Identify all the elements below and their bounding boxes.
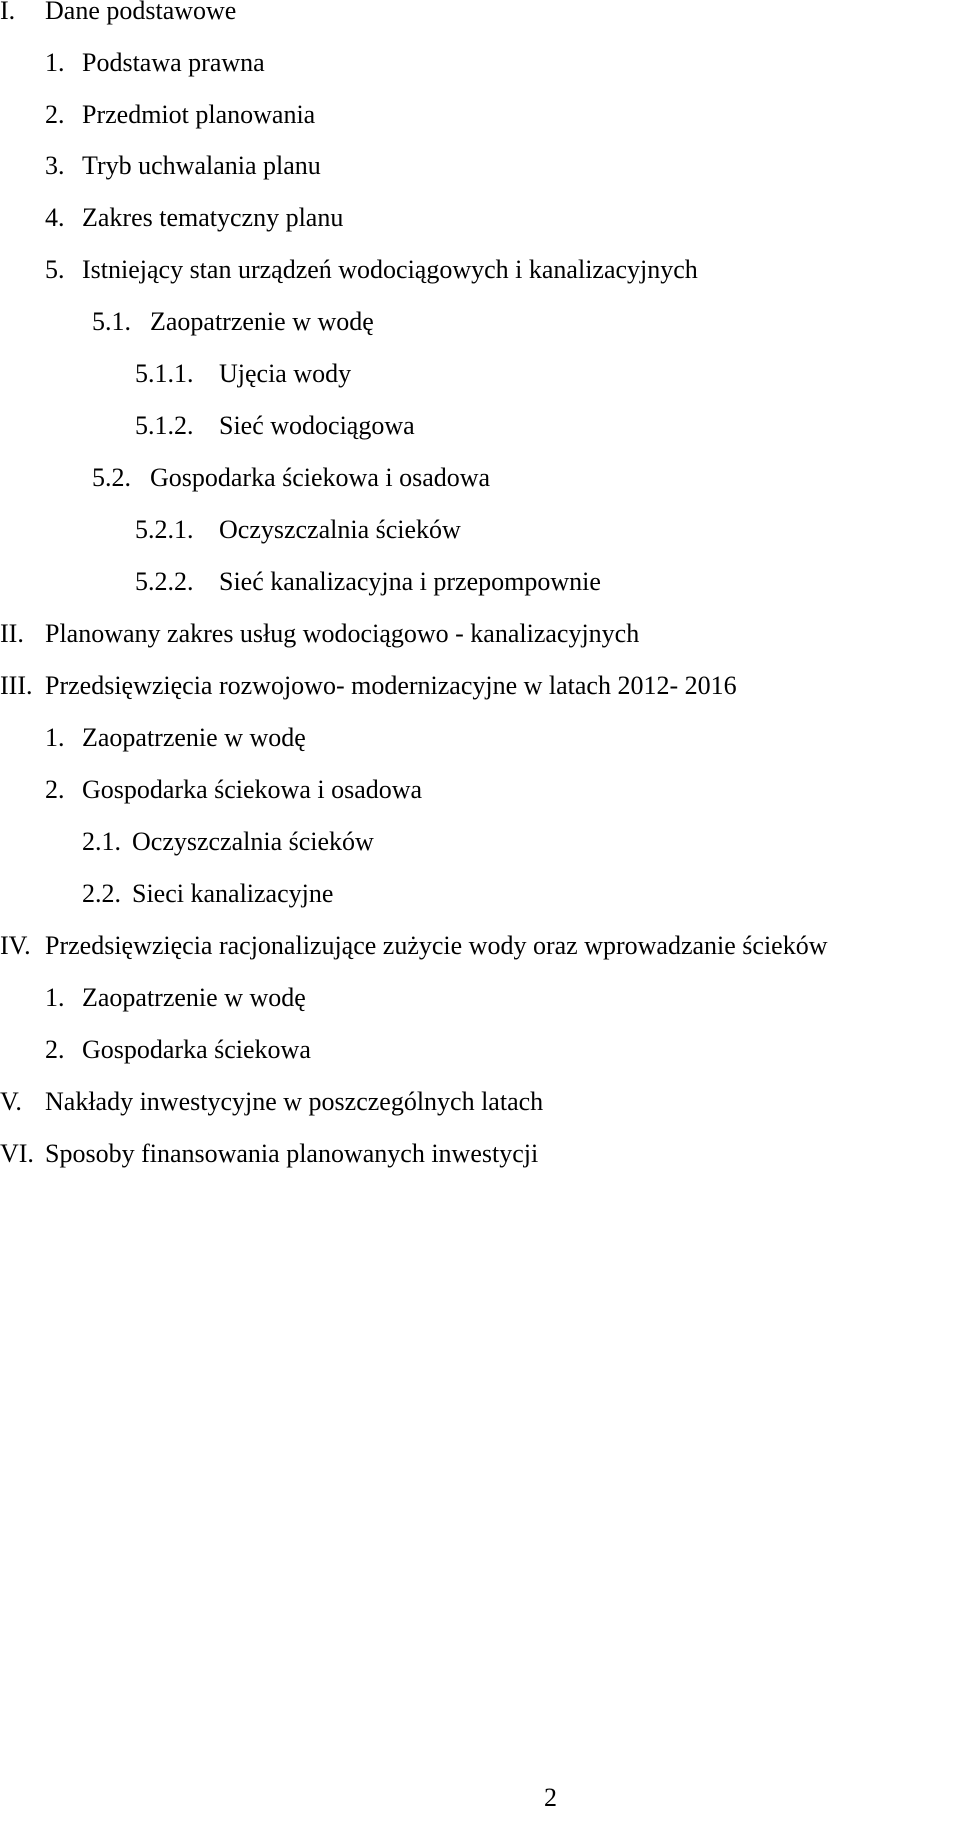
toc-entry-title: Sieć wodociągowa <box>219 411 415 440</box>
toc-entry-number: 5.1.2. <box>135 411 194 440</box>
toc-entry-title: Przedsięwzięcia rozwojowo- modernizacyjne w latach 2012- 2016 <box>45 671 737 700</box>
toc-entry-title: Przedsięwzięcia racjonalizujące zużycie wody oraz wprowadzanie ścieków <box>45 931 828 960</box>
toc-entry-title: Gospodarka ściekowa <box>82 1035 311 1064</box>
page-number: 2 <box>544 1783 557 1812</box>
toc-entry-title: Dane podstawowe <box>45 0 237 25</box>
toc-entry-number: 5.1. <box>92 307 131 336</box>
toc-entry-title: Gospodarka ściekowa i osadowa <box>82 775 423 804</box>
toc-entry-number: IV. <box>0 931 31 960</box>
toc-entry-number: II. <box>0 619 24 648</box>
toc-entry-number: 5.2. <box>92 463 131 492</box>
toc-entry-title: Istniejący stan urządzeń wodociągowych i kanalizacyjnych <box>82 255 698 284</box>
toc-entry-number: 5.2.1. <box>135 515 194 544</box>
toc-entry-number: 4. <box>45 203 65 232</box>
toc-entry-title: Oczyszczalnia ścieków <box>132 827 374 856</box>
toc-entry-title: Sieci kanalizacyjne <box>132 879 334 908</box>
toc-entry-number: 5. <box>45 255 65 284</box>
toc-entry-number: V. <box>0 1087 22 1116</box>
toc-entry-title: Sposoby finansowania planowanych inwestycji <box>45 1139 539 1168</box>
toc-entry-title: Sieć kanalizacyjna i przepompownie <box>219 567 601 596</box>
toc-entry-number: III. <box>0 671 33 700</box>
toc-entry-title: Zakres tematyczny planu <box>82 203 344 232</box>
toc-entry-number: 1. <box>45 983 65 1012</box>
toc-entry-number: 5.1.1. <box>135 359 194 388</box>
toc-entry-number: 5.2.2. <box>135 567 194 596</box>
toc-entry-number: 2.2. <box>82 879 121 908</box>
toc-entry-title: Gospodarka ściekowa i osadowa <box>150 463 491 492</box>
toc-entry-title: Zaopatrzenie w wodę <box>82 983 306 1012</box>
toc-entry-title: Oczyszczalnia ścieków <box>219 515 461 544</box>
toc-entry-title: Zaopatrzenie w wodę <box>82 723 306 752</box>
toc-entry-title: Nakłady inwestycyjne w poszczególnych latach <box>45 1087 544 1116</box>
toc-entry-title: Zaopatrzenie w wodę <box>150 307 374 336</box>
toc-entry-number: VI. <box>0 1139 34 1168</box>
toc-entry-number: 2. <box>45 775 65 804</box>
toc-entry-title: Podstawa prawna <box>82 48 265 77</box>
toc-entry-number: 2. <box>45 100 65 129</box>
toc-entry-title: Planowany zakres usług wodociągowo - kanalizacyjnych <box>45 619 640 648</box>
toc-entry-number: 1. <box>45 48 65 77</box>
toc-entry-number: 1. <box>45 723 65 752</box>
toc-entry-number: 3. <box>45 151 65 180</box>
toc-entry-title: Przedmiot planowania <box>82 100 316 129</box>
toc-entry-number: 2.1. <box>82 827 121 856</box>
toc-entry-title: Tryb uchwalania planu <box>82 151 321 180</box>
toc-entry-title: Ujęcia wody <box>219 359 352 388</box>
toc-entry-number: 2. <box>45 1035 65 1064</box>
toc-entry-number: I. <box>0 0 16 25</box>
